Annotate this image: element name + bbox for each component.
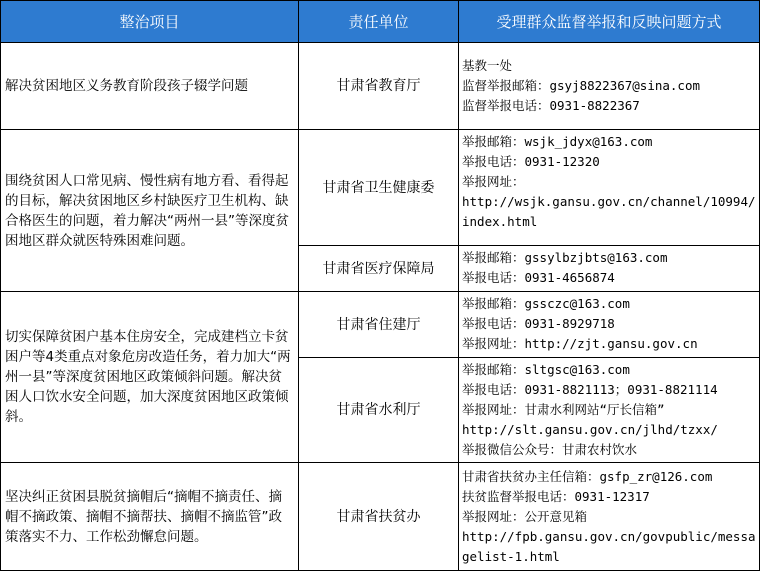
responsible-unit: 甘肃省卫生健康委: [299, 130, 459, 246]
contact-wechat: 举报微信公众号：甘肃农村饮水: [462, 442, 638, 457]
contact-phone: 举报电话：0931-8821113；0931-8821114: [462, 382, 718, 397]
rectification-item: 围绕贫困人口常见病、慢性病有地方看、看得起的目标，解决贫困地区乡村缺医疗卫生机构、缺合格医生的问题，着力解决“两州一县”等深度贫困地区群众就医特殊困难问题。: [1, 130, 299, 292]
contact-phone: 监督举报电话：0931-8822367: [462, 98, 640, 113]
contact-info: [459, 43, 760, 130]
contact-info: [459, 463, 760, 571]
contact-line: 举报网址：: [462, 174, 525, 189]
contact-email[interactable]: 监督举报邮箱：gsyj8822367@sina.com: [462, 78, 701, 93]
responsible-unit: 甘肃省扶贫办: [299, 463, 459, 571]
contact-line: 基教一处: [462, 58, 513, 73]
table-row: [1, 130, 760, 246]
contact-info: [459, 246, 760, 292]
contact-line: 举报网址：公开意见箱: [462, 508, 588, 524]
contact-phone: 举报电话：0931-12320: [462, 154, 600, 169]
table-row: [1, 43, 760, 130]
contact-phone: 扶贫监督举报电话：0931-12317: [462, 488, 650, 504]
contact-email[interactable]: 举报邮箱：wsjk_jdyx@163.com: [462, 134, 653, 149]
responsible-unit: 甘肃省医疗保障局: [299, 246, 459, 292]
header-report-methods: 受理群众监督举报和反映问题方式: [459, 1, 760, 43]
rectification-item: 坚决纠正贫困县脱贫摘帽后“摘帽不摘责任、摘帽不摘政策、摘帽不摘帮扶、摘帽不摘监管”政策落实不力、工作松劲懈怠问题。: [1, 463, 299, 571]
contact-info: [459, 292, 760, 358]
contact-info: [459, 130, 760, 246]
header-responsible-unit: 责任单位: [299, 1, 459, 43]
table-row: [1, 463, 760, 571]
responsible-unit: 甘肃省住建厅: [299, 292, 459, 358]
responsible-unit: 甘肃省水利厅: [299, 358, 459, 463]
table-header-row: [1, 1, 760, 43]
rectification-item: 解决贫困地区义务教育阶段孩子辍学问题: [1, 43, 299, 130]
contact-url[interactable]: http://fpb.gansu.gov.cn/govpublic/messagelist-1.html: [462, 528, 756, 564]
contact-email[interactable]: 甘肃省扶贫办主任信箱：gsfp_zr@126.com: [462, 468, 713, 484]
contact-phone: 举报电话：0931-8929718: [462, 316, 615, 331]
contact-email[interactable]: 举报邮箱：sltgsc@163.com: [462, 362, 630, 377]
table-row: [1, 292, 760, 358]
header-rectification-item: 整治项目: [1, 1, 299, 43]
contact-email[interactable]: 举报邮箱：gssylbzjbts@163.com: [462, 250, 668, 265]
contact-info: [459, 358, 760, 463]
responsible-unit: 甘肃省教育厅: [299, 43, 459, 130]
contact-email[interactable]: 举报邮箱：gssczc@163.com: [462, 296, 630, 311]
contact-url[interactable]: 举报网址：http://zjt.gansu.gov.cn: [462, 336, 698, 351]
contact-phone: 举报电话：0931-4656874: [462, 270, 615, 285]
contact-line: 举报网址：甘肃水利网站“厅长信箱”: [462, 402, 665, 417]
contact-url[interactable]: http://slt.gansu.gov.cn/jlhd/tzxx/: [462, 422, 718, 437]
rectification-item: 切实保障贫困户基本住房安全，完成建档立卡贫困户等4类重点对象危房改造任务，着力加大“两州一县”等深度贫困地区政策倾斜问题。解决贫困人口饮水安全问题，加大深度贫困地区政策倾斜。: [1, 292, 299, 463]
contact-url[interactable]: http://wsjk.gansu.gov.cn/channel/10994/index.html: [462, 194, 756, 229]
